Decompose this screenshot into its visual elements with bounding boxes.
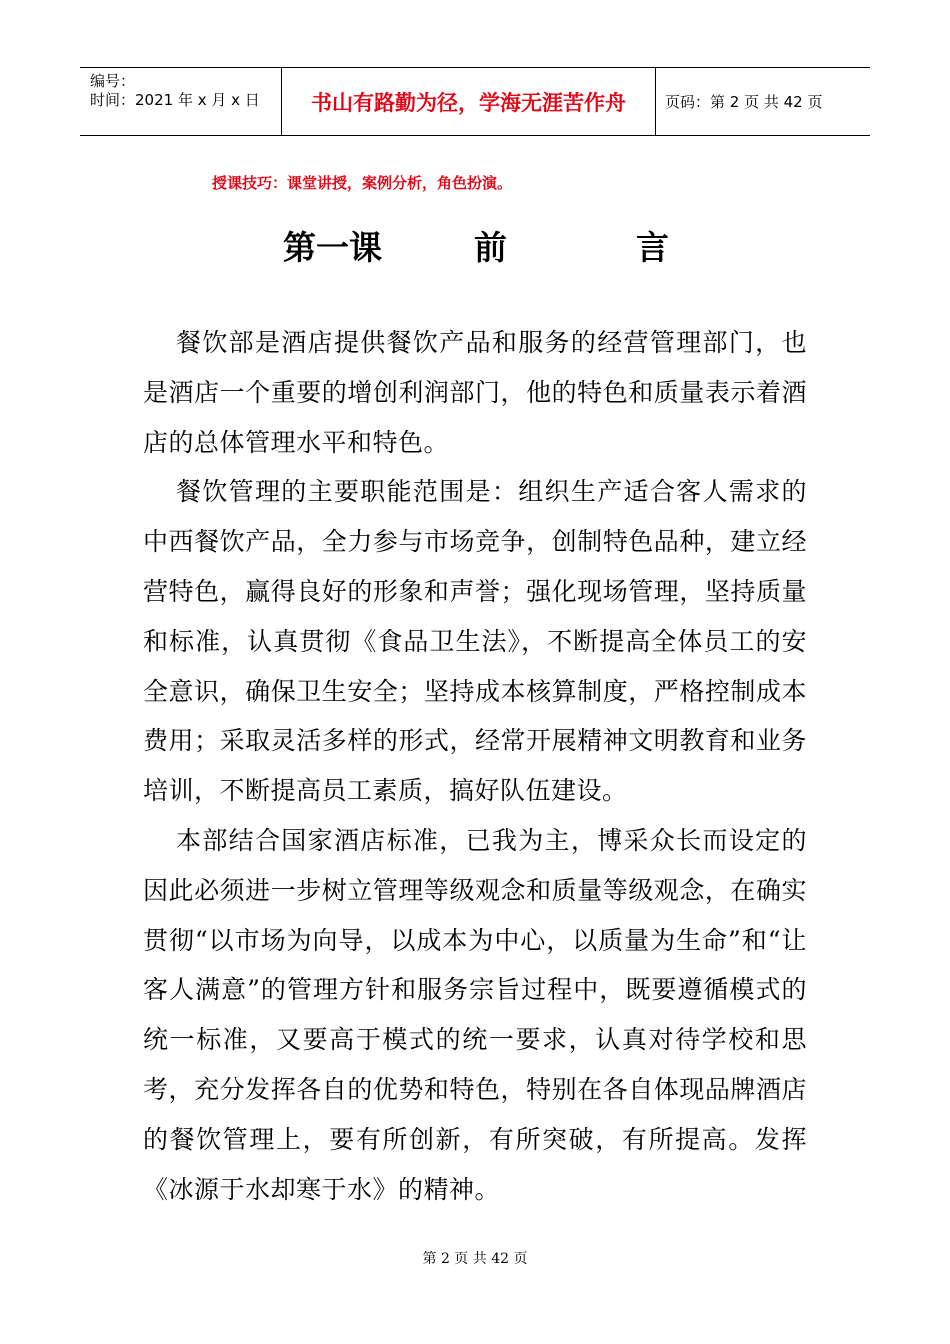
document-header [80, 67, 870, 136]
paragraph: 餐饮管理的主要职能范围是：组织生产适合客人需求的中西餐饮产品，全力参与市场竞争，创制特色品种，建立经营特色，赢得良好的形象和声誉；强化现场管理，坚持质量和标准，认真贯彻《食品卫生法》，不断提高全体员工的安全意识，确保卫生安全；坚持成本核算制度，严格控制成本费用；采取灵活多样的形式，经常开展精神文明教育和业务培训，不断提高员工素质，搞好队伍建设。 [143, 477, 807, 806]
lesson-number: 第一课 [283, 228, 382, 267]
number-label: 编号： [90, 72, 136, 90]
motto: 书山有路勤为径，学海无涯苦作舟 [311, 89, 626, 115]
title-word-2: 言 [636, 228, 669, 267]
page-title [283, 222, 669, 269]
page-footer: 第 2 页 共 42 页 [422, 1251, 528, 1267]
header-page-cell [656, 68, 870, 135]
paragraph: 餐饮部是酒店提供餐饮产品和服务的经营管理部门，也是酒店一个重要的增创利润部门，他的特色和质量表示着酒店的总体管理水平和特色。 [143, 328, 807, 457]
paragraph: 本部结合国家酒店标准，已我为主，博采众长而设定的因此必须进一步树立管理等级观念和质量等级观念，在确实贯彻“以市场为向导，以成本为中心，以质量为生命”和“让客人满意”的管理方针和服务宗旨过程中，既要遵循模式的统一标准，又要高于模式的统一要求，认真对待学校和思考，充分发挥各自的优势和特色，特别在各自体现品牌酒店的餐饮管理上，要有所创新，有所突破，有所提高。发挥《冰源于水却寒于水》的精神。 [143, 825, 807, 1204]
header-meta-cell [80, 68, 282, 135]
page-info: 页码：第 2 页 共 42 页 [665, 93, 823, 111]
time-label: 时间：2021 年 x 月 x 日 [90, 91, 260, 109]
teaching-tip: 授课技巧：课堂讲授，案例分析，角色扮演。 [212, 174, 513, 192]
header-motto-cell [282, 68, 656, 135]
title-word-1: 前 [474, 228, 507, 267]
body-text [143, 318, 807, 1214]
